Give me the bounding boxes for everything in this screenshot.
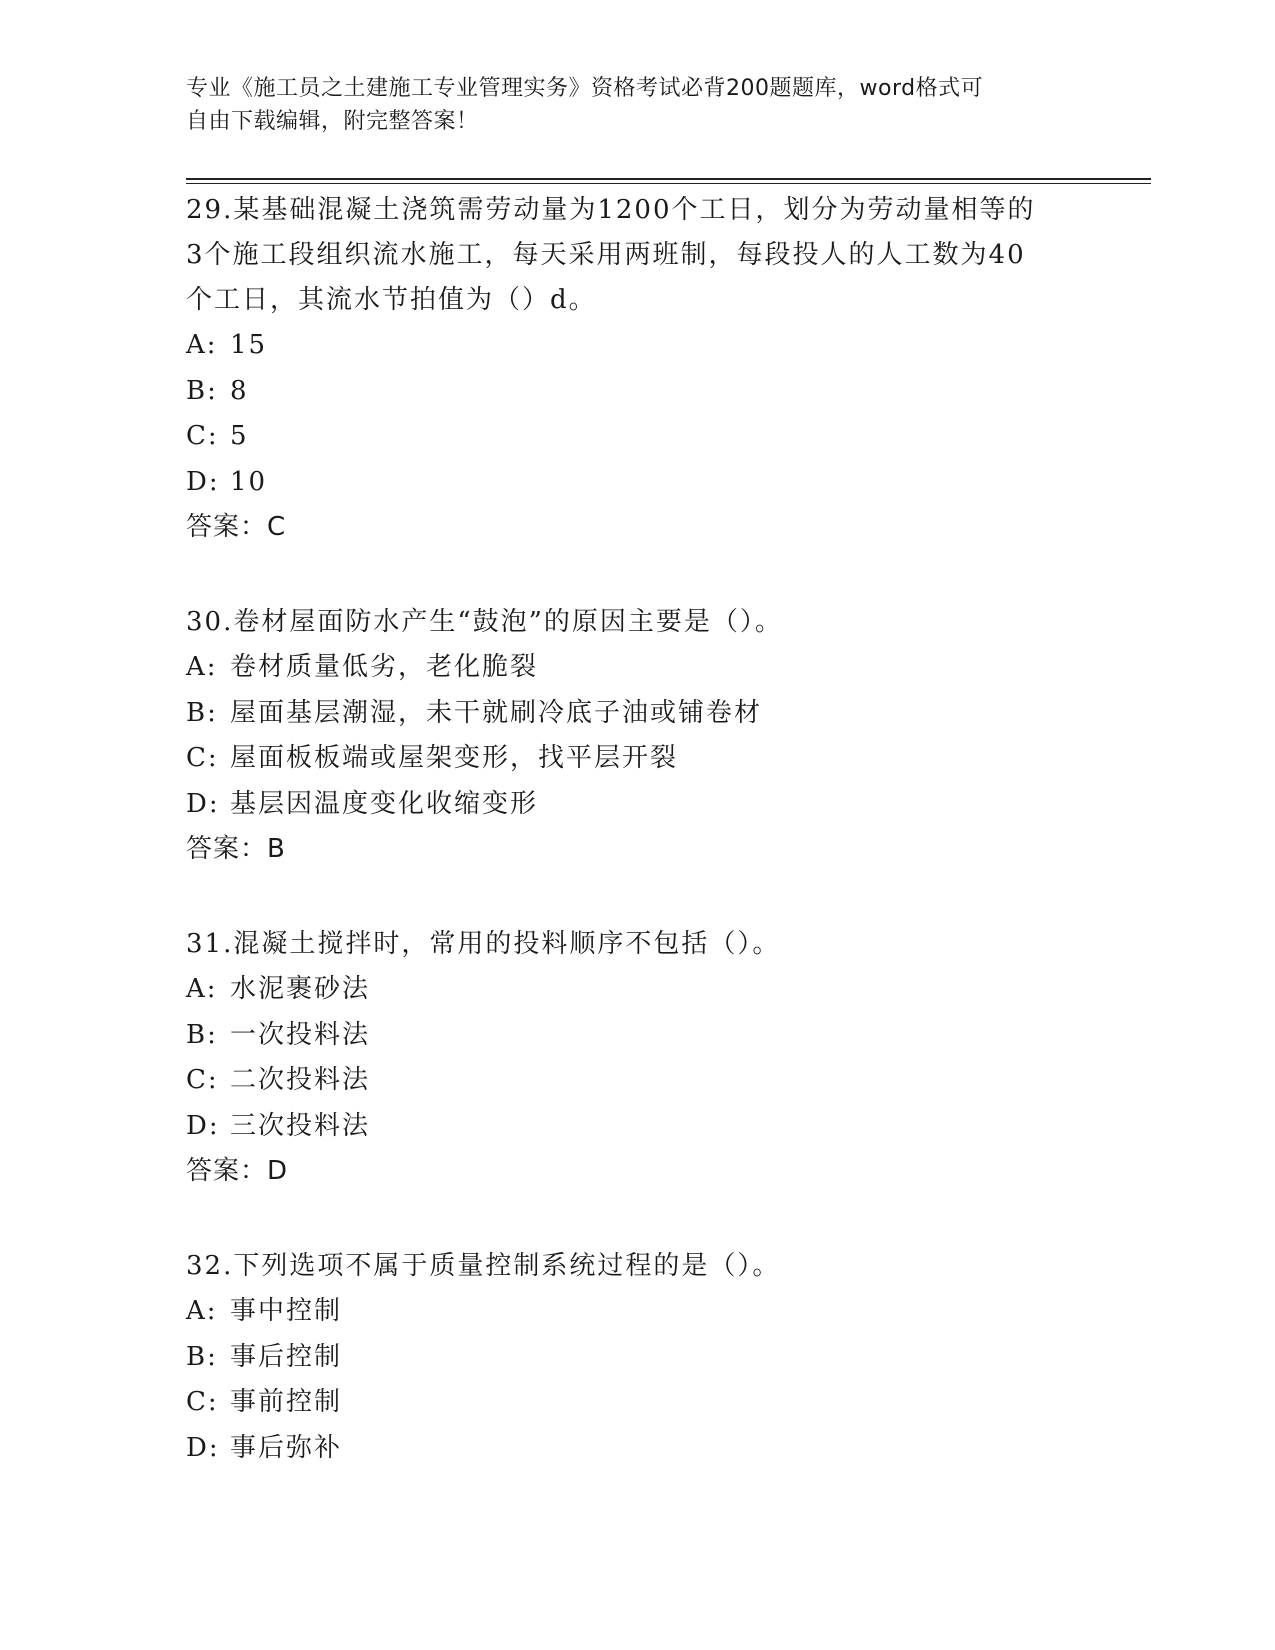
option-letter: C: xyxy=(186,1387,219,1417)
option-letter: C: xyxy=(186,421,219,451)
option-letter: A: xyxy=(186,652,218,682)
option-text: 10 xyxy=(230,466,268,497)
option-d xyxy=(186,1426,1086,1472)
option-letter: A: xyxy=(186,330,218,360)
document-header xyxy=(186,72,1066,138)
question-stem-line: 32.下列选项不属于质量控制系统过程的是（）。 xyxy=(186,1251,781,1281)
question-stem-line: 个工日，其流水节拍值为（）d。 xyxy=(186,285,597,315)
option-text: 事中控制 xyxy=(230,1296,343,1326)
option-letter: B: xyxy=(186,375,218,406)
option-letter: C: xyxy=(186,1065,219,1095)
question-stem-line: 30.卷材屋面防水产生“鼓泡”的原因主要是（）。 xyxy=(186,607,783,637)
header-line-1: 专业《施工员之土建施工专业管理实务》资格考试必背200题题库，word格式可 xyxy=(186,76,984,101)
option-text: 事后弥补 xyxy=(230,1432,343,1463)
option-letter: D: xyxy=(186,1432,220,1463)
option-text: 事前控制 xyxy=(230,1387,343,1417)
question-31 xyxy=(186,922,1086,1194)
option-a xyxy=(186,323,1086,369)
option-letter: B: xyxy=(186,697,218,728)
question-list xyxy=(186,188,1086,1471)
option-a xyxy=(186,967,1086,1013)
option-text: 二次投料法 xyxy=(230,1065,371,1095)
option-letter: D: xyxy=(186,788,220,819)
option-letter: B: xyxy=(186,1019,218,1050)
option-text: 屋面板板端或屋架变形，找平层开裂 xyxy=(230,743,679,773)
option-text: 水泥裹砂法 xyxy=(230,974,371,1004)
option-c xyxy=(186,414,1086,460)
answer-label: 答案：D xyxy=(186,1156,289,1186)
option-text: 事后控制 xyxy=(230,1341,343,1372)
option-a xyxy=(186,1289,1086,1335)
option-a xyxy=(186,645,1086,691)
option-letter: A: xyxy=(186,1296,218,1326)
question-32 xyxy=(186,1244,1086,1471)
option-c xyxy=(186,1058,1086,1104)
answer-label: 答案：B xyxy=(186,834,286,864)
option-text: 5 xyxy=(230,421,249,451)
option-text: 一次投料法 xyxy=(230,1019,371,1050)
option-letter: D: xyxy=(186,466,220,497)
question-stem-line: 31.混凝土搅拌时，常用的投料顺序不包括（）。 xyxy=(186,929,781,959)
option-text: 8 xyxy=(230,375,249,406)
spacer xyxy=(186,1194,1086,1244)
answer-label: 答案：C xyxy=(186,512,287,542)
option-letter: A: xyxy=(186,974,218,1004)
option-text: 卷材质量低劣，老化脆裂 xyxy=(230,652,539,682)
option-b xyxy=(186,1013,1086,1059)
question-stem-line: 3个施工段组织流水施工，每天采用两班制，每段投人的人工数为40 xyxy=(186,240,1026,270)
option-b xyxy=(186,691,1086,737)
option-d xyxy=(186,460,1086,506)
question-stem-line: 29.某基础混凝土浇筑需劳动量为1200个工日，划分为劳动量相等的 xyxy=(186,195,1036,225)
question-30 xyxy=(186,600,1086,872)
question-29 xyxy=(186,188,1086,550)
option-text: 15 xyxy=(230,330,268,360)
option-d xyxy=(186,1104,1086,1150)
option-d xyxy=(186,782,1086,828)
header-rule-top xyxy=(186,178,1151,180)
option-c xyxy=(186,736,1086,782)
option-letter: B: xyxy=(186,1341,218,1372)
header-rule-bottom xyxy=(186,183,1151,184)
option-c xyxy=(186,1380,1086,1426)
header-line-2: 自由下载编辑，附完整答案！ xyxy=(186,109,479,134)
option-letter: D: xyxy=(186,1110,220,1141)
spacer xyxy=(186,872,1086,922)
option-text: 屋面基层潮湿，未干就刷冷底子油或铺卷材 xyxy=(230,697,763,728)
option-text: 三次投料法 xyxy=(230,1110,371,1141)
option-b xyxy=(186,1335,1086,1381)
option-letter: C: xyxy=(186,743,219,773)
spacer xyxy=(186,550,1086,600)
option-b xyxy=(186,369,1086,415)
option-text: 基层因温度变化收缩变形 xyxy=(230,788,539,819)
